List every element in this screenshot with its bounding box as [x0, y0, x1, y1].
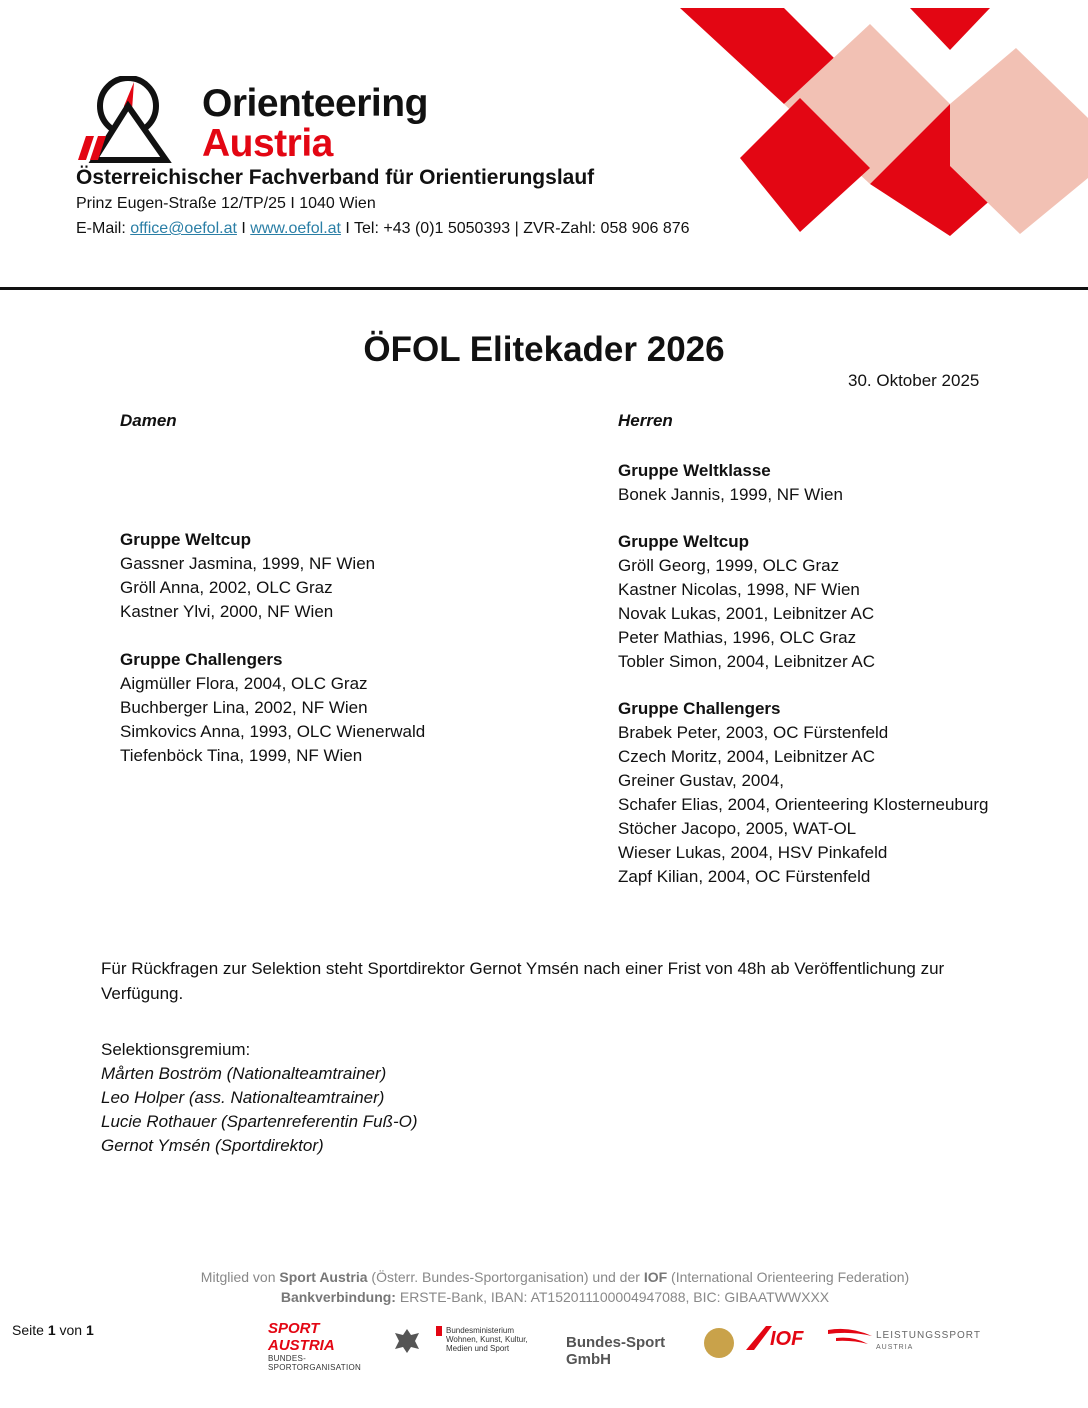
selection-committee	[101, 1038, 418, 1158]
list-item: Tiefenböck Tina, 1999, NF Wien	[120, 746, 363, 765]
iof-logo	[744, 1324, 820, 1364]
ministry-sub: Medien und Sport	[446, 1344, 510, 1353]
sport-austria-text: SPORT AUSTRIA	[268, 1320, 335, 1354]
leistungssport-text: LEISTUNGSSPORT	[876, 1330, 981, 1341]
logo-line-1: Orienteering	[202, 82, 428, 125]
header-divider	[0, 287, 1088, 290]
orienteering-austria-logo-icon	[78, 76, 190, 164]
list-item: Buchberger Lina, 2002, NF Wien	[120, 698, 368, 717]
page-number	[12, 1322, 94, 1338]
document-date: 30. Oktober 2025	[848, 371, 980, 390]
footer-membership	[0, 1269, 1088, 1285]
sport-austria-logo	[268, 1320, 388, 1372]
list-item: Kastner Nicolas, 1998, NF Wien	[618, 580, 860, 599]
website-link[interactable]: www.oefol.at	[250, 220, 341, 237]
list-item: Aigmüller Flora, 2004, OLC Graz	[120, 674, 368, 693]
contact-separator: I	[236, 220, 251, 237]
bundes-sport-logo: Bundes-Sport GmbH	[566, 1334, 666, 1368]
decorative-diamonds	[680, 8, 1088, 238]
contact-rest: I Tel: +43 (0)1 5050393 | ZVR-Zahl: 058 906 876	[340, 220, 690, 237]
list-item: Brabek Peter, 2003, OC Fürstenfeld	[618, 723, 889, 742]
committee-member: Mårten Boström (Nationalteamtrainer)	[101, 1064, 387, 1083]
page-total: 1	[85, 1322, 94, 1338]
iof-text: IOF	[770, 1328, 804, 1350]
logo-wordmark	[202, 84, 428, 164]
leistungssport-swoosh-icon	[828, 1326, 872, 1348]
bsg-emblem-icon	[702, 1326, 736, 1360]
list-item: Simkovics Anna, 1993, OLC Wienerwald	[120, 722, 426, 741]
leistungssport-sub: AUSTRIA	[876, 1344, 914, 1351]
list-item: Kastner Ylvi, 2000, NF Wien	[120, 602, 334, 621]
herren-weltcup-title: Gruppe Weltcup	[618, 532, 749, 551]
list-item: Stöcher Jacopo, 2005, WAT-OL	[618, 819, 857, 838]
org-name: Österreichischer Fachverband für Orientierungslauf	[76, 166, 595, 189]
list-item: Wieser Lukas, 2004, HSV Pinkafeld	[618, 843, 888, 862]
damen-weltcup-title: Gruppe Weltcup	[120, 530, 251, 549]
list-item: Gröll Georg, 1999, OLC Graz	[618, 556, 840, 575]
email-link[interactable]: office@oefol.at	[130, 220, 237, 237]
ministry-sub: Wohnen, Kunst, Kultur,	[446, 1335, 528, 1344]
org-address: Prinz Eugen-Straße 12/TP/25 I 1040 Wien	[76, 195, 376, 212]
herren-weltklasse-title: Gruppe Weltklasse	[618, 461, 771, 480]
damen-challengers-title: Gruppe Challengers	[120, 650, 283, 669]
bank-details: ERSTE-Bank, IBAN: AT152011100004947088, BIC: GIBAATWWXXX	[395, 1289, 830, 1305]
list-item: Zapf Kilian, 2004, OC Fürstenfeld	[618, 867, 871, 886]
page-title: ÖFOL Elitekader 2026	[363, 330, 725, 369]
committee-member: Leo Holper (ass. Nationalteamtrainer)	[101, 1088, 385, 1107]
ministry-name: Bundesministerium	[446, 1326, 515, 1335]
herren-challengers-title: Gruppe Challengers	[618, 699, 781, 718]
list-item: Bonek Jannis, 1999, NF Wien	[618, 485, 843, 504]
list-item: Gassner Jasmina, 1999, NF Wien	[120, 554, 376, 573]
footer-text: (International Orienteering Federation)	[667, 1269, 910, 1285]
page-prefix: Seite	[12, 1322, 48, 1338]
committee-member: Gernot Ymsén (Sportdirektor)	[101, 1136, 324, 1155]
herren-heading: Herren	[618, 411, 673, 430]
eagle-icon	[392, 1326, 422, 1356]
list-item: Peter Mathias, 1996, OLC Graz	[618, 628, 857, 647]
damen-heading: Damen	[120, 411, 177, 430]
herren-column	[618, 409, 988, 889]
leistungssport-logo	[828, 1326, 981, 1366]
email-label: E-Mail:	[76, 220, 131, 237]
footer-bold: Sport Austria	[279, 1269, 368, 1285]
bank-label: Bankverbindung:	[280, 1289, 396, 1305]
list-item: Novak Lukas, 2001, Leibnitzer AC	[618, 604, 875, 623]
footer-bold: IOF	[643, 1269, 668, 1285]
footer-bank	[0, 1289, 1088, 1305]
list-item: Schafer Elias, 2004, Orienteering Klosterneuburg	[618, 795, 989, 814]
logo-line-2: Austria	[202, 122, 333, 165]
org-contact	[76, 220, 690, 238]
damen-column	[120, 409, 425, 768]
list-item: Tobler Simon, 2004, Leibnitzer AC	[618, 652, 876, 671]
page-mid: von	[55, 1322, 86, 1338]
footer-text: Mitglied von	[200, 1269, 280, 1285]
list-item: Gröll Anna, 2002, OLC Graz	[120, 578, 333, 597]
page-current: 1	[47, 1322, 56, 1338]
list-item: Czech Moritz, 2004, Leibnitzer AC	[618, 747, 876, 766]
selection-label: Selektionsgremium:	[101, 1040, 251, 1059]
sport-austria-sub: BUNDES-SPORTORGANISATION	[268, 1354, 362, 1372]
committee-member: Lucie Rothauer (Spartenreferentin Fuß-O)	[101, 1112, 418, 1131]
flag-icon	[436, 1326, 442, 1336]
list-item: Greiner Gustav, 2004,	[618, 771, 784, 790]
selection-note: Für Rückfragen zur Selektion steht Sportdirektor Gernot Ymsén nach einer Frist von 48h ab Veröffentlichung zur Verfügung.	[101, 959, 945, 1003]
ministry-logo	[436, 1326, 556, 1366]
footer-text: (Österr. Bundes-Sportorganisation) und der	[367, 1269, 644, 1285]
